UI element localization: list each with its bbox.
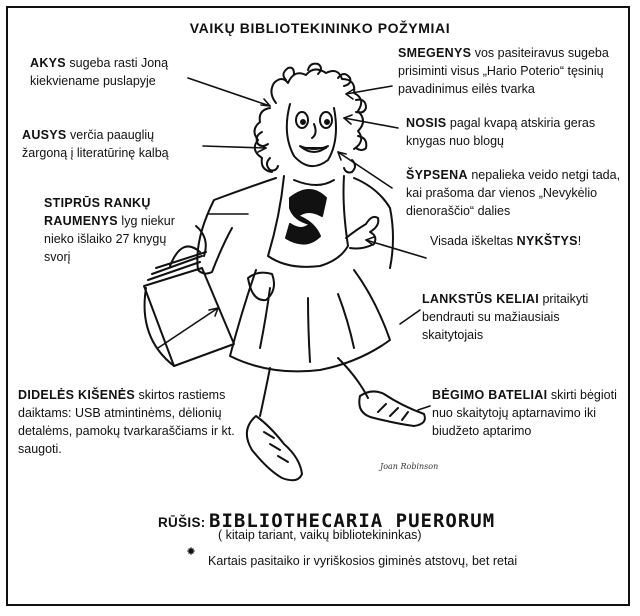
feature-shoes: BĖGIMO BATELIAI skirti bėgioti nuo skaitytojų aptarnavimo iki biudžeto aptarimo	[432, 388, 617, 438]
feature-knees: LANKSTŪS KELIAI pritaikyti bendrauti su mažiausiais skaitytojais	[422, 292, 589, 342]
feature-thumb: Visada iškeltas NYKŠTYS!	[430, 234, 582, 248]
species-name: BIBLIOTHECARIA PUERORUM	[209, 510, 496, 532]
species-line: RŪŠIS: BIBLIOTHECARIA PUERORUM	[158, 510, 496, 532]
poster-frame	[6, 6, 630, 606]
feature-brain: SMEGENYS vos pasiteiravus sugeba prisiminti visus „Hario Poterio“ tęsinių pavadinimus eilės tvarka	[398, 46, 609, 96]
poster-title: VAIKŲ BIBLIOTEKININKO POŽYMIAI	[189, 20, 451, 36]
skirt-icon	[230, 270, 390, 371]
feature-smile: ŠYPSENA nepalieka veido netgi tada, kai prašoma dar vienos „Nevykėlio dienoraščio“ dalies	[406, 168, 621, 218]
face-icon	[287, 104, 336, 166]
feature-pockets: DIDELĖS KIŠENĖS skirtos rastiems daiktams: USB atmintinėms, dėlionių detalėms, pamokų tvarkaraščiams ir kt. saugoti.	[18, 388, 235, 456]
feature-ears: AUSYS verčia paauglių žargoną į literatūrinę kalbą	[22, 128, 169, 160]
feature-arm-muscles: STIPRŪS RANKŲ RAUMENYS lyg niekur nieko išlaiko 27 knygų svorį	[44, 196, 175, 264]
feature-nose: NOSIS pagal kvapą atskiria geras knygas nuo blogų	[406, 116, 596, 148]
thumbs-up-icon	[346, 217, 378, 249]
artist-signature: Joan Robinson	[380, 462, 439, 471]
footnote: Kartais pasitaiko ir vyriškosios giminės atstovų, bet retai	[208, 554, 518, 568]
species-aside: ( kitaip tariant, vaikų bibliotekininkas)	[218, 528, 422, 542]
curly-hair-icon	[254, 64, 366, 173]
asterisk-icon	[188, 548, 194, 554]
feature-eyes: AKYS sugeba rasti Joną kiekviename puslapyje	[30, 56, 169, 88]
pocket-icon	[248, 273, 274, 300]
